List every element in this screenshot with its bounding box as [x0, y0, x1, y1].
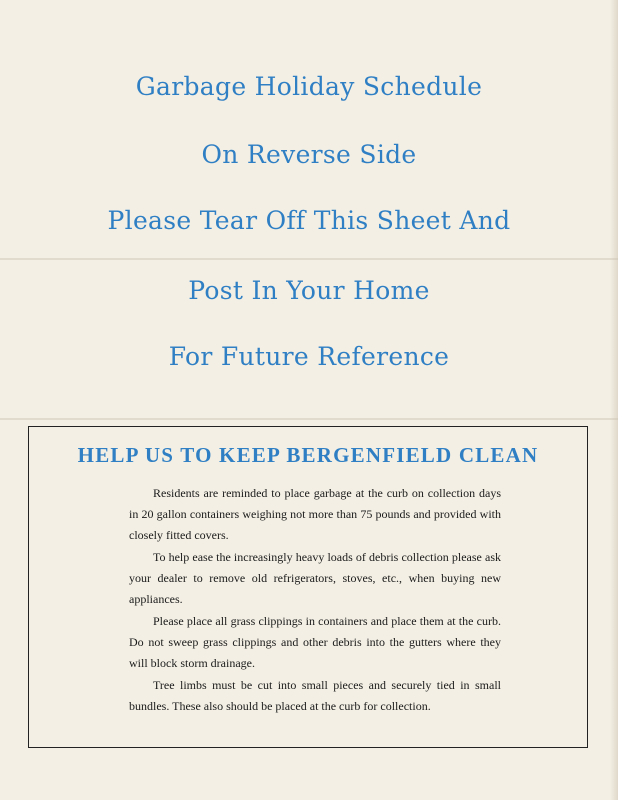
headline-4: Post In Your Home: [188, 276, 430, 305]
notice-paragraph-2: To help ease the increasingly heavy loads of debris collection please ask your dealer to remove old refrigerators, stoves, etc., when buying new appliances.: [129, 550, 501, 606]
notice-box: [28, 426, 588, 748]
headline-3: Please Tear Off This Sheet And: [107, 206, 511, 235]
notice-paragraph-4: Tree limbs must be cut into small pieces and securely tied in small bundles. These also should be placed at the curb for collection.: [129, 678, 501, 713]
page-edge-shadow: [610, 0, 618, 800]
notice-title: HELP US TO KEEP BERGENFIELD CLEAN: [77, 443, 539, 467]
headline-5: For Future Reference: [168, 342, 450, 371]
headline-2: On Reverse Side: [201, 140, 417, 169]
fold-line: [0, 418, 618, 420]
fold-line: [0, 258, 618, 260]
notice-paragraph-1: Residents are reminded to place garbage at the curb on collection days in 20 gallon containers weighing not more than 75 pounds and provided with closely fitted covers.: [129, 486, 501, 542]
notice-paragraph-3: Please place all grass clippings in containers and place them at the curb. Do not sweep grass clippings and other debris into the gutters where they will block storm drainage.: [129, 614, 501, 670]
headline-1: Garbage Holiday Schedule: [135, 72, 483, 101]
